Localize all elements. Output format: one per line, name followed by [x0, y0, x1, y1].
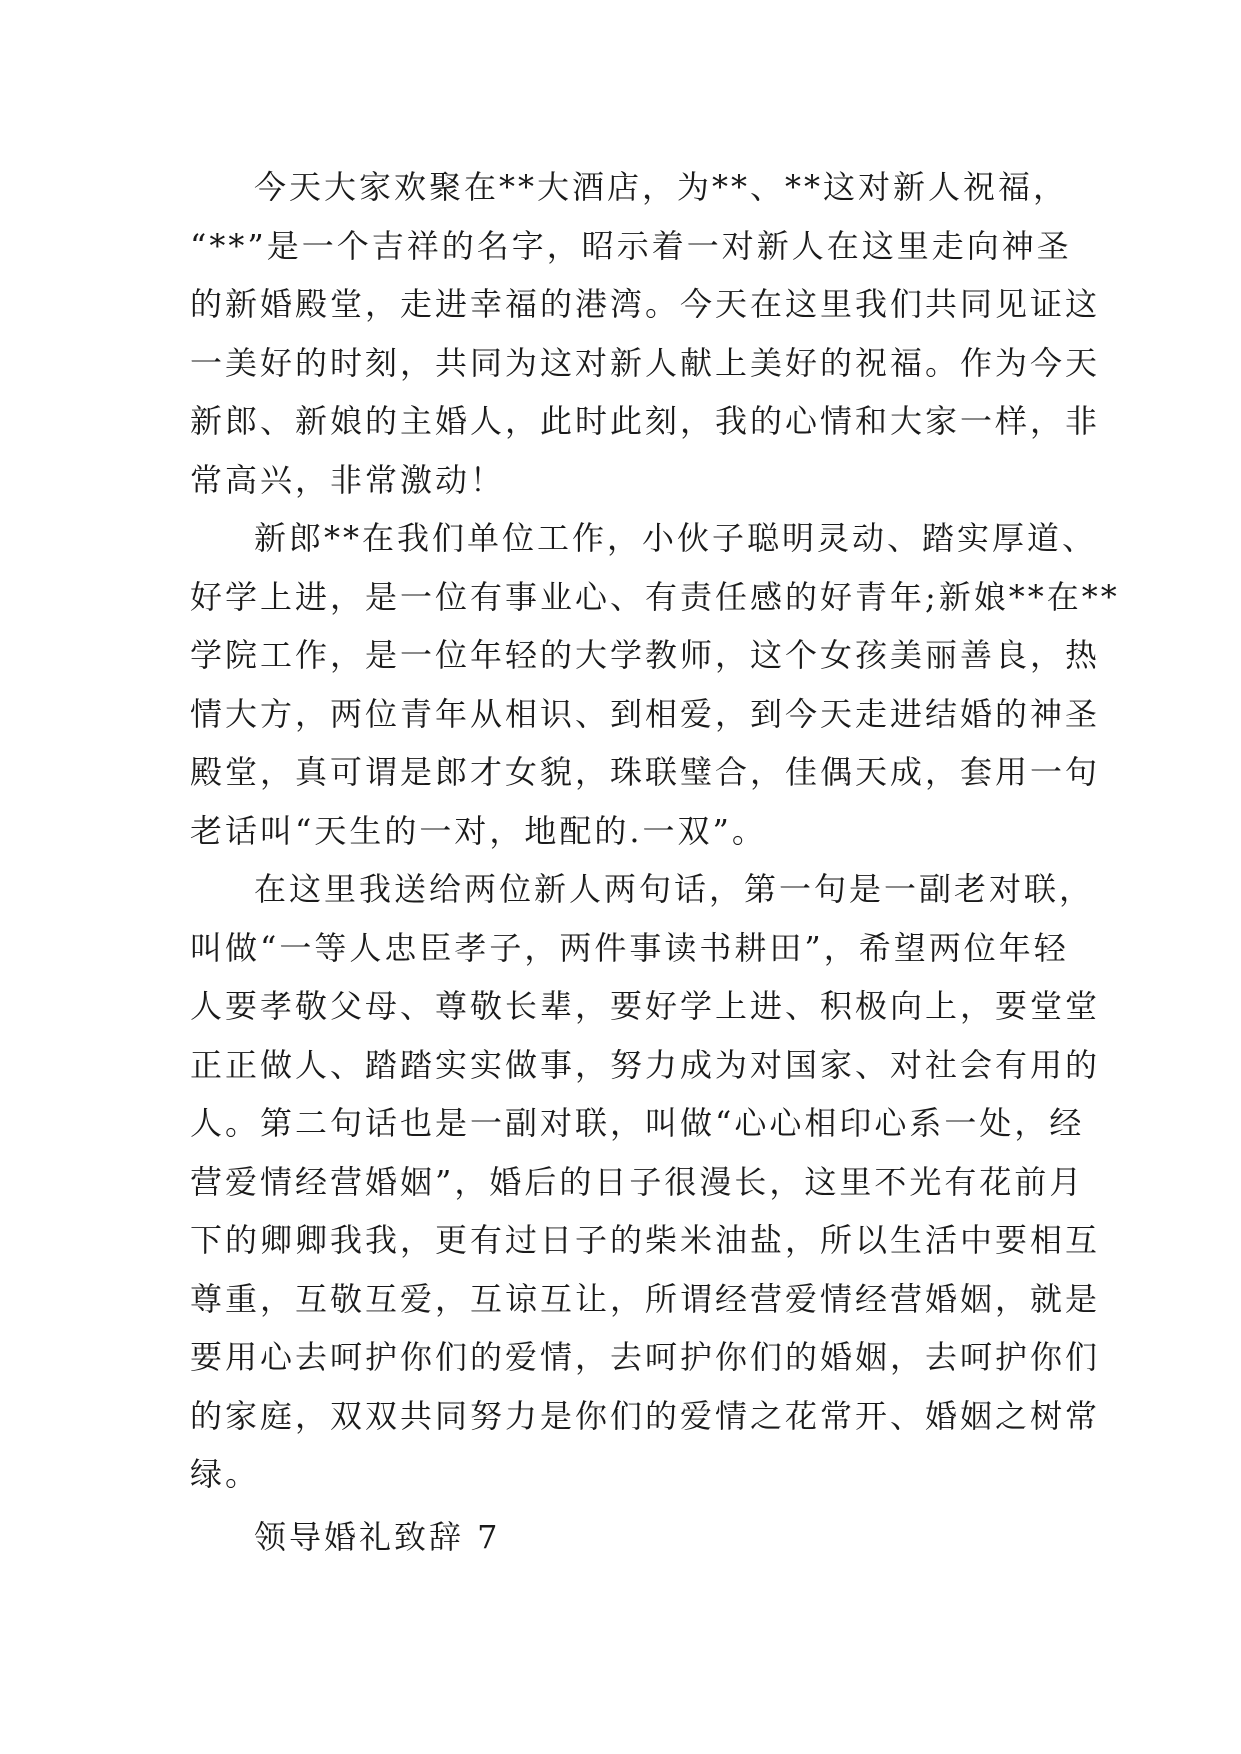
text-line: 要用心去呵护你们的爱情，去呵护你们的婚姻，去呵护你们: [190, 1338, 1101, 1376]
document-body: [190, 158, 1120, 1566]
section-heading: 领导婚礼致辞 7: [254, 1517, 501, 1556]
text-line: 在这里我送给两位新人两句话，第一句是一副老对联，: [254, 870, 1095, 908]
text-line: 下的卿卿我我，更有过日子的柴米油盐，所以生活中要相互: [190, 1221, 1101, 1259]
paragraph-3: [190, 860, 1101, 1504]
text-line: 情大方，两位青年从相识、到相爱，到今天走进结婚的神圣: [190, 694, 1101, 733]
text-line: 人要孝敬父母、尊敬长辈，要好学上进、积极向上，要堂堂: [190, 987, 1101, 1025]
text-line: 殿堂，真可谓是郎才女貌，珠联璧合，佳偶天成，套用一句: [190, 753, 1101, 791]
text-line: 的新婚殿堂，走进幸福的港湾。今天在这里我们共同见证这: [190, 285, 1101, 323]
text-line: 学院工作，是一位年轻的大学教师，这个女孩美丽善良，热: [190, 636, 1101, 674]
text-line: 营爱情经营婚姻”，婚后的日子很漫长，这里不光有花前月: [190, 1162, 1085, 1201]
text-line: 一美好的时刻，共同为这对新人献上美好的祝福。作为今天: [190, 343, 1101, 382]
text-line: 叫做“一等人忠臣孝子，两件事读书耕田”，希望两位年轻: [190, 928, 1069, 967]
text-line: 正正做人、踏踏实实做事，努力成为对国家、对社会有用的: [190, 1045, 1101, 1084]
text-line: 人。第二句话也是一副对联，叫做“心心相印心系一处，经: [190, 1104, 1085, 1142]
text-line: 今天大家欢聚在**大酒店，为**、**这对新人祝福，: [254, 168, 1069, 206]
text-line: 常高兴，非常激动！: [190, 460, 506, 499]
text-line: 尊重，互敬互爱，互谅互让，所谓经营爱情经营婚姻，就是: [190, 1279, 1101, 1318]
text-line: 绿。: [190, 1455, 261, 1493]
text-line: 新郎、新娘的主婚人，此时此刻，我的心情和大家一样，非: [190, 402, 1101, 440]
text-line: 新郎**在我们单位工作，小伙子聪明灵动、踏实厚道、: [254, 519, 1098, 557]
text-line: 的家庭，双双共同努力是你们的爱情之花常开、婚姻之树常: [190, 1396, 1101, 1435]
text-line: 好学上进，是一位有事业心、有责任感的好青年;新娘**在**: [190, 577, 1120, 616]
paragraph-2: [190, 509, 1120, 860]
text-line: 老话叫“天生的一对，地配的.一双”。: [190, 811, 767, 850]
paragraph-1: [190, 158, 1101, 509]
text-line: “**”是一个吉祥的名字，昭示着一对新人在这里走向神圣: [190, 226, 1072, 265]
